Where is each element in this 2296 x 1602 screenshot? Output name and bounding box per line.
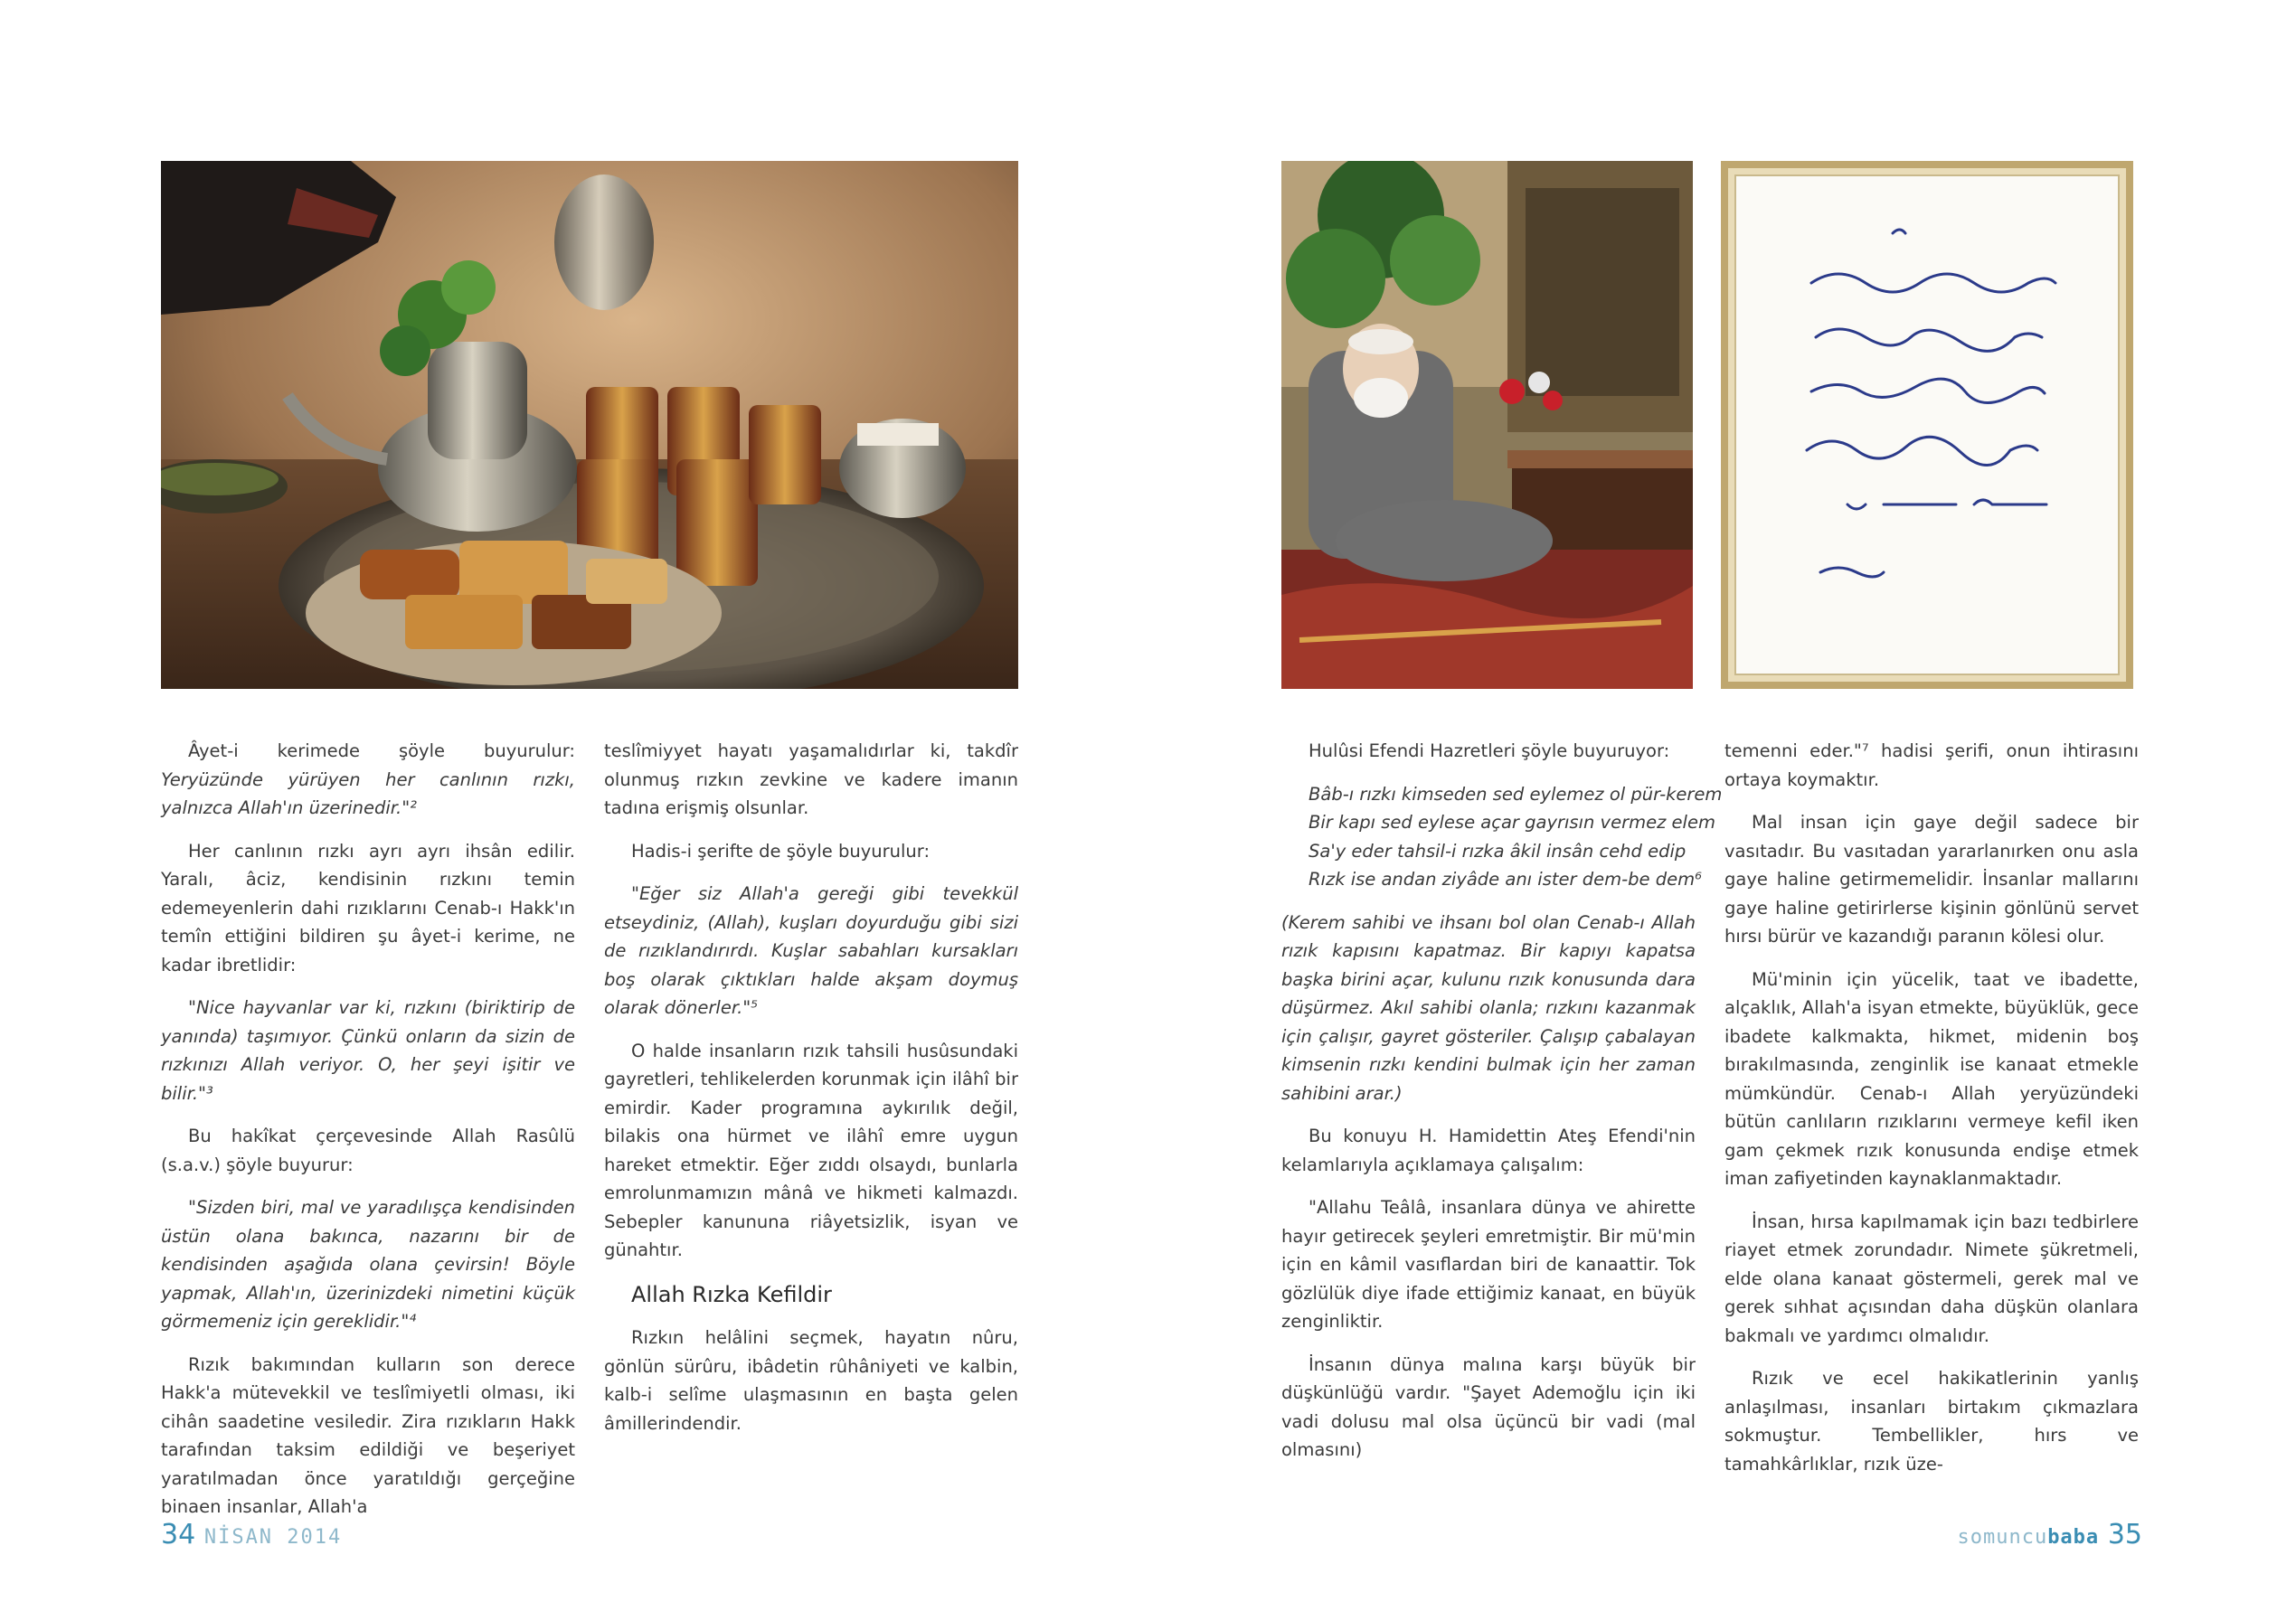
quote: "Sizden biri, mal ve yaradılışça kendisinden üstün olana bakınca, nazarını bir de kendisinden aşağıda olana çevirsin! Böyle yapmak, Allah'ın, üzerinizdeki nimetini küçük görmemeniz için gereklidir."⁴: [161, 1197, 575, 1332]
magazine-brand: somuncubaba: [1957, 1526, 2100, 1549]
paragraph: O halde insanların rızık tahsili husûsundaki gayretleri, tehlikelerden korunmak için ilâhî bir emirdir. Kader programına aykırılık değil, bilakis ona hürmet ve ilâhî emre uygun hareket etmektir. Eğer zıddı olsaydı, bunlarla emrolunmamızın mânâ ve hikmeti kalmazdı. Sebepler kanununa riâyetsizlik, isyan ve günahtır.: [604, 1040, 1018, 1260]
paragraph: Âyet-i kerimede şöyle buyurulur: Yeryüzünde yürüyen her canlının rızkı, yalnızca Allah'ın üzerinedir."²: [161, 740, 575, 818]
poem-line: Rızk ise andan ziyâde anı ister dem-be dem⁶: [1309, 869, 1702, 890]
text-column-2: [604, 737, 1018, 1452]
poem: [1309, 780, 1723, 894]
page-number: 35: [2107, 1519, 2142, 1550]
paragraph: Bu hakîkat çerçevesinde Allah Rasûlü (s.a.v.) şöyle buyurur:: [161, 1126, 575, 1175]
page-number: 34: [161, 1519, 196, 1550]
text-column-4: [1724, 737, 2139, 1493]
paragraph: "Allahu Teâlâ, insanlara dünya ve ahirette hayır getirecek şeyleri emretmiştir. Bir mü'min için en kâmil vasıflardan biri de kanaattir. Tok gözlülük diye ifade ettiğimiz kanaat, en büyük zenginliktir.: [1281, 1197, 1696, 1332]
paragraph: Rızkın helâlini seçmek, hayatın nûru, gönlün sürûru, ibâdetin rûhâniyeti ve kalbin, kalb-i selîme ulaşmasının en başta gelen âmillerindendir.: [604, 1327, 1018, 1434]
issue-date: NİSAN 2014: [203, 1526, 343, 1549]
handwritten-note-photo: [1721, 161, 2133, 689]
paragraph: teslîmiyyet hayatı yaşamalıdırlar ki, takdîr olunmuş rızkın zevkine ve kadere imanın tadına erişmiş olsunlar.: [604, 740, 1018, 818]
paragraph: Rızık bakımından kulların son derece Hakk'a mütevekkil ve teslîmiyetli olması, iki cihân saadetine vesiledir. Zira rızıkların Hakk tarafından taksim edildiği ve beşeriyet yaratılmadan önce yaratıldığı gerçeğine binaen insanlar, Allah'a: [161, 1353, 575, 1517]
quote: "Nice hayvanlar var ki, rızkını (biriktirip de yanında) taşımıyor. Çünkü onların da sizin de rızkınızı Allah veriyor. O, her şeyi işitir ve bilir."³: [161, 997, 575, 1104]
paragraph: Mal insan için gaye değil sadece bir vasıtadır. Bu vasıtadan yararlanırken onu asla gaye haline getirmemelidir. İnsanlar mallarını gaye haline getirirlerse kişinin gönlünü servet hırsı bürür ve kazandığı paranın kölesi olur.: [1724, 812, 2139, 947]
text-column-1: [161, 737, 575, 1536]
paragraph: temenni eder."⁷ hadisi şerifi, onun ihtirasını ortaya koymaktır.: [1724, 740, 2139, 790]
paragraph: İnsanın dünya malına karşı büyük bir düşkünlüğü vardır. "Şayet Ademoğlu için iki vadi dolusu mal olsa üçüncü bir vadi (mal olmasını): [1281, 1353, 1696, 1460]
poem-line: Bir kapı sed eylese açar gayrısın vermez elem: [1309, 812, 1715, 833]
paragraph: Hadis-i şerifte de şöyle buyurulur:: [631, 840, 931, 862]
poem-line: Bâb-ı rızkı kimseden sed eylemez ol pür-kerem: [1309, 783, 1723, 805]
paragraph: Rızık ve ecel hakikatlerinin yanlış anlaşılması, insanları birtakım çıkmazlara sokmuştur. Tembellikler, hırs ve tamahkârlıklar, rızık üze-: [1724, 1368, 2139, 1475]
poem-translation: (Kerem sahibi ve ihsanı bol olan Cenab-ı Allah rızık kapısını kapatmaz. Bir kapıyı kapatsa başka birini açar, kulunu rızık konusunda dara düşürmez. Akıl sahibi olanla; rızkını kazanmak için çalışır, gayret gösteriler. Çalışıp çabalayan kimsenin rızkı kendini bulmak için her zaman sahibini arar.): [1281, 911, 1696, 1104]
paragraph: İnsan, hırsa kapılmamak için bazı tedbirlere riayet etmek zorundadır. Nimete şükretmeli, elde olana kanaat göstermeli, gerek mal ve gerek sıhhat açısından daha düşkün olanlara bakmalı ve yardımcı olmalıdır.: [1724, 1211, 2139, 1346]
left-footer: [161, 1519, 342, 1550]
section-heading: Allah Rızka Kefildir: [631, 1281, 832, 1307]
paragraph: Her canlının rızkı ayrı ayrı ihsân edilir. Yaralı, âciz, kendisinin rızkını temin edemeyenlerin dahi rızıklarını Cenab-ı Hakk'ın temîn ettiğini bildiren şu âyet-i kerime, ne kadar ibretlidir:: [161, 840, 575, 975]
quote: "Eğer siz Allah'a gereği gibi tevekkül etseydiniz, (Allah), kuşları doyurduğu gibi sizi de rızıklandırırdı. Kuşlar sabahları kursakları boş olarak çıktıkları halde akşam doymuş olarak dönerler."⁵: [604, 883, 1018, 1018]
poem-line: Sa'y eder tahsil-i rızka âkil insân cehd edip: [1309, 840, 1687, 862]
paragraph: Bu konuyu H. Hamidettin Ateş Efendi'nin kelamlarıyla açıklamaya çalışalım:: [1281, 1126, 1696, 1175]
text-column-3: [1281, 737, 1723, 1479]
right-footer: [1957, 1519, 2142, 1550]
paragraph: Hulûsi Efendi Hazretleri şöyle buyuruyor:: [1309, 740, 1670, 761]
seated-man-photo: [1281, 161, 1693, 689]
tea-set-photo: [161, 161, 1018, 689]
paragraph: Mü'minin için yücelik, taat ve ibadette, alçaklık, Allah'a isyan etmekte, büyüklük, gece ibadete kalkmakta, hikmet, midenin boş bırakılmasında, zenginlik ise kanaat etmekle mümkündür. Cenab-ı Allah yeryüzündeki bütün canlıların rızıklarını vermeye kefil iken gam çekmek rızık konusunda endişe etmek iman zafiyetinden kaynaklanmaktadır.: [1724, 968, 2139, 1189]
